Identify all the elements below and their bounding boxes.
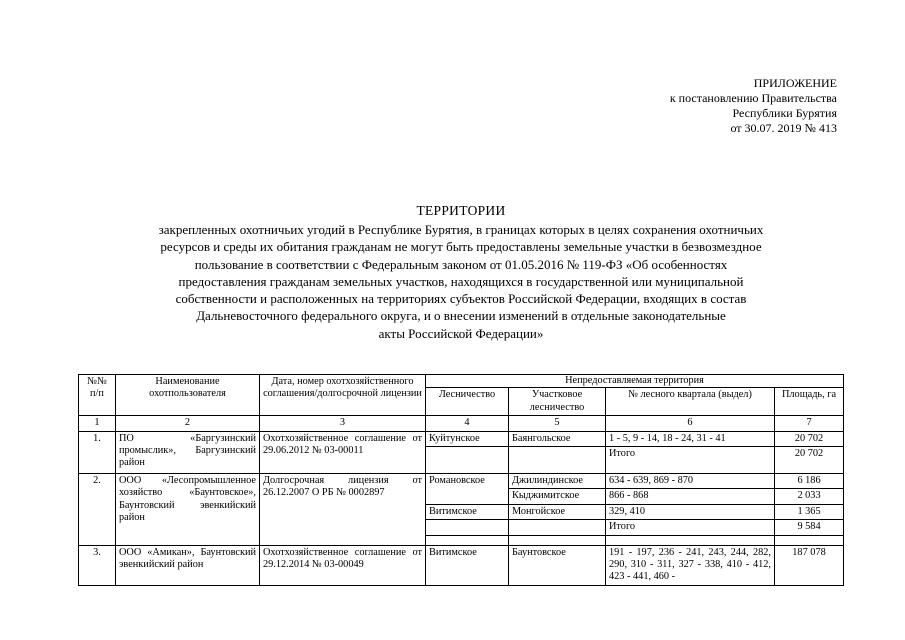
- row-quarter: 1 - 5, 9 - 14, 18 - 24, 31 - 41: [606, 431, 775, 446]
- row-area: 20 702: [775, 431, 844, 446]
- appendix-date: от 30.07. 2019 № 413: [730, 121, 837, 135]
- row-user: ПО «Баргузинский промыслик», Баргузинский район: [116, 431, 260, 473]
- table-header-row: [79, 375, 844, 388]
- row-quarter: 191 - 197, 236 - 241, 243, 244, 282, 290, 310 - 311, 327 - 338, 410 - 412, 423 - 441, 460 -: [606, 545, 775, 585]
- column-number: 5: [509, 416, 606, 431]
- header-district: Участковое лесничество: [509, 388, 606, 416]
- table-row: [79, 431, 844, 446]
- subtitle-line: предоставления гражданам земельных участков, находящихся в государственной или муниципальной: [178, 273, 744, 289]
- document-subtitle: [0, 221, 905, 342]
- row-forestry: Куйтунское: [426, 431, 509, 446]
- header-territory: Непредоставляемая территория: [426, 375, 844, 388]
- header-area: Площадь, га: [775, 388, 844, 416]
- row-user: ООО «Амикан», Баунтовский эвенкийский район: [116, 545, 260, 585]
- appendix-line: к постановлению Правительства: [669, 91, 837, 105]
- row-district: Баянгольское: [509, 431, 606, 446]
- row-user: ООО «Лесопромышленное хозяйство «Баунтовское», Баунтовский эвенкийский район: [116, 474, 260, 546]
- row-num: 3.: [79, 545, 116, 585]
- subtitle-line: собственности и расположенных на территориях субъектов Российской Федерации, входящих в состав: [175, 291, 747, 307]
- row-agreement: Охотхозяйственное соглашение от 29.06.2012 № 03-00011: [260, 431, 426, 473]
- row-district: Монгойское: [509, 504, 606, 519]
- row-forestry: Витимское: [426, 504, 509, 519]
- header-quarter: № лесного квартала (выдел): [606, 388, 775, 416]
- row-district: Кыджимитское: [509, 489, 606, 504]
- subtitle-line: Дальневосточного федерального округа, и о внесении изменений в отдельные законодательные: [196, 308, 726, 324]
- row-area: 6 186: [775, 474, 844, 489]
- header-user: Наименование охотпользователя: [116, 375, 260, 416]
- appendix-line: Республики Бурятия: [732, 106, 837, 120]
- header-num: №№ п/п: [79, 375, 116, 416]
- column-number: 7: [775, 416, 844, 431]
- row-num: 1.: [79, 431, 116, 473]
- row-district: Джилиндинское: [509, 474, 606, 489]
- row-total-label: Итого: [606, 447, 775, 474]
- header-forestry: Лесничество: [426, 388, 509, 416]
- subtitle-line: закрепленных охотничьих угодий в Республике Бурятия, в границах которых в целях сохранения охотничьих: [158, 222, 764, 237]
- row-quarter: 329, 410: [606, 504, 775, 519]
- row-agreement: Охотхозяйственное соглашение от 29.12.2014 № 03-00049: [260, 545, 426, 585]
- header-agreement: Дата, номер охотхозяйственного соглашения/долгосрочной лицензии: [260, 375, 426, 416]
- row-num: 2.: [79, 474, 116, 546]
- appendix-block: [537, 76, 837, 136]
- document-title: ТЕРРИТОРИИ: [416, 203, 506, 218]
- row-area: 187 078: [775, 545, 844, 585]
- row-total-label: Итого: [606, 520, 775, 535]
- row-quarter: 866 - 868: [606, 489, 775, 504]
- column-number: 6: [606, 416, 775, 431]
- subtitle-line: ресурсов и среды их обитания гражданам не могут быть предоставлены земельные участки в безвозмездное: [160, 239, 762, 255]
- row-district: Баунтовское: [509, 545, 606, 585]
- column-number: 1: [79, 416, 116, 431]
- subtitle-line: пользование в соответствии с Федеральным законом от 01.05.2016 № 119-ФЗ «Об особенностях: [194, 256, 728, 272]
- column-number-row: [79, 416, 844, 431]
- row-area: 1 365: [775, 504, 844, 519]
- row-forestry: Романовское: [426, 474, 509, 505]
- row-total: 9 584: [775, 520, 844, 535]
- row-agreement: Долгосрочная лицензия от 26.12.2007 О РБ № 0002897: [260, 474, 426, 546]
- row-area: 2 033: [775, 489, 844, 504]
- row-total: 20 702: [775, 447, 844, 474]
- row-quarter: 634 - 639, 869 - 870: [606, 474, 775, 489]
- row-forestry: Витимское: [426, 545, 509, 585]
- subtitle-line: акты Российской Федерации»: [378, 325, 544, 341]
- territory-table: [78, 374, 844, 586]
- column-number: 4: [426, 416, 509, 431]
- column-number: 3: [260, 416, 426, 431]
- column-number: 2: [116, 416, 260, 431]
- table-row: [79, 545, 844, 585]
- appendix-title: ПРИЛОЖЕНИЕ: [753, 76, 837, 90]
- table-row: [79, 474, 844, 489]
